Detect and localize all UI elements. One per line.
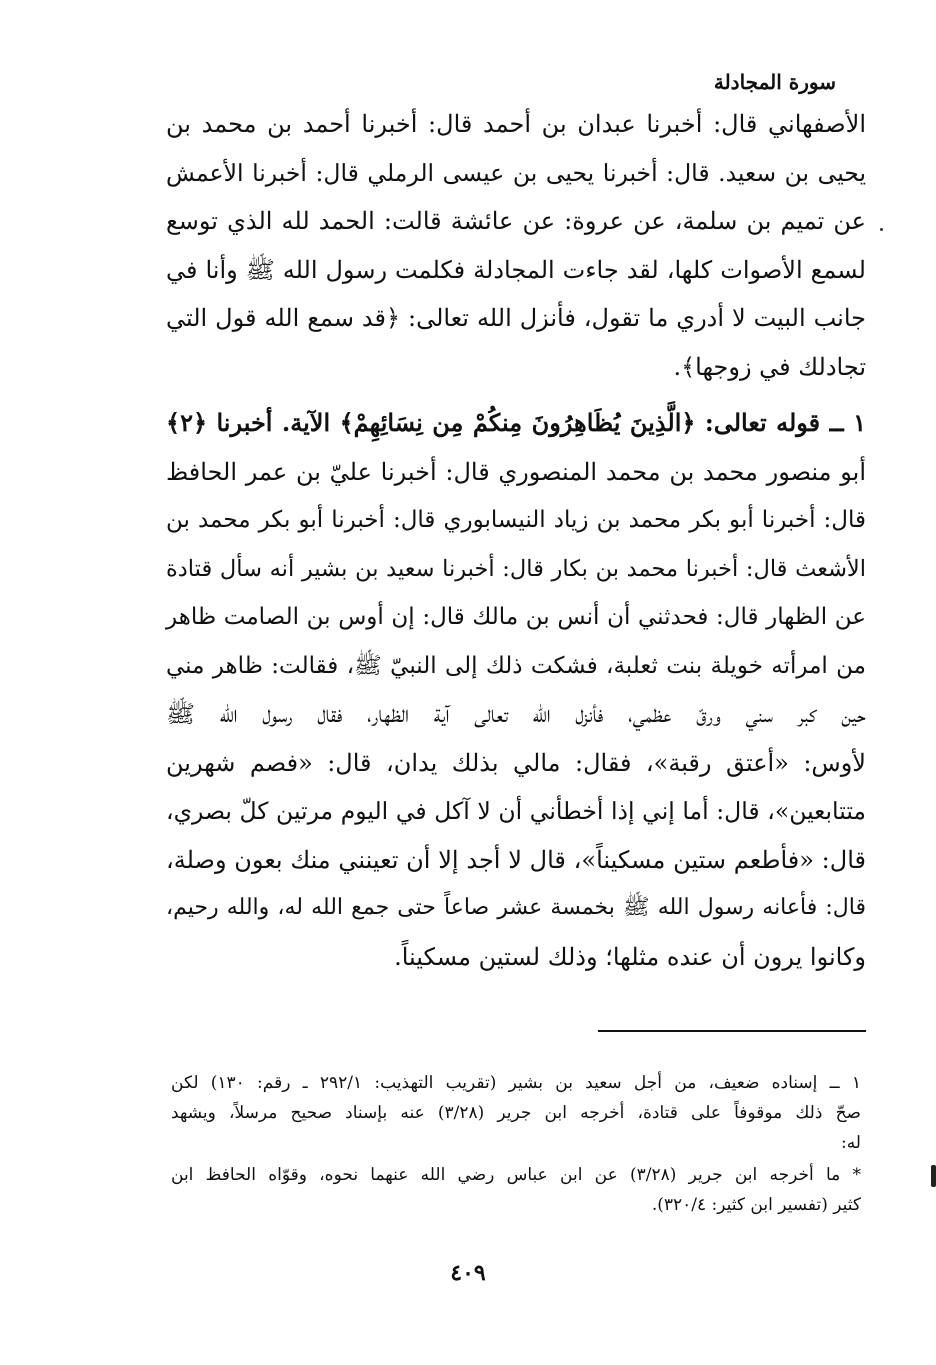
footnote-line: كثير (تفسير ابن كثير: ٣٢٠/٤).	[651, 1195, 861, 1215]
footnote-divider	[598, 1030, 866, 1032]
text-line: قال: أخبرنا أبو بكر محمد بن زياد النيسابوري قال: أخبرنا أبو بكر محمد بن	[166, 507, 866, 533]
text-line: جانب البيت لا أدري ما تقول، فأنزل الله تعالى: ﴿قد سمع الله قول التي	[166, 304, 866, 332]
footnotes	[171, 1068, 861, 1220]
text-line: متتابعين»، قال: أما إني إذا أخطأني أن لا آكل في اليوم مرتين كلّ بصري،	[166, 797, 866, 825]
text-line: حين كبر سني ورقّ عظمي، فأنزل الله تعالى آية الظهار، فقال رسول الله ﷺ	[166, 700, 866, 728]
scan-edge-mark	[931, 1165, 936, 1187]
text-line: تجادلك في زوجها﴾.	[673, 352, 866, 381]
text-line: من امرأته خويلة بنت ثعلبة، فشكت ذلك إلى النبيّ ﷺ، فقالت: ظاهر مني	[166, 652, 866, 679]
text-line: وكانوا يرون أن عنده مثلها؛ وذلك لستين مسكيناً.	[394, 942, 866, 971]
text-line: لأوس: «أعتق رقبة»، فقال: مالي بذلك يدان، قال: «فصم شهرين	[166, 748, 866, 777]
footnote-line: * ما أخرجه ابن جرير (٣/٢٨) عن ابن عباس رضي الله عنهما نحوه، وقوّاه الحافظ ابن	[171, 1165, 861, 1185]
text-line: لسمع الأصوات كلها، لقد جاءت المجادلة فكلمت رسول الله ﷺ وأنا في	[166, 255, 866, 284]
text-line: أبو منصور محمد بن محمد المنصوري قال: أخبرنا عليّ بن عمر الحافظ	[166, 457, 866, 486]
section-heading-line: ١ ــ قوله تعالى: ﴿الَّذِينَ يُظَاهِرُونَ مِنكُمْ مِن نِسَائِهِمْ﴾ الآية. أخبرنا ﴿٢﴾	[166, 408, 866, 437]
section-gap	[166, 391, 866, 399]
footnote-line: ١ ــ إسناده ضعيف، من أجل سعيد بن بشير (تقريب التهذيب: ٢٩٢/١ ـ رقم: ١٣٠) لكن	[171, 1073, 861, 1093]
text-line: عن تميم بن سلمة، عن عروة: عن عائشة قالت: الحمد لله الذي توسع	[166, 207, 866, 235]
page-number: ٤٠٩	[450, 1260, 486, 1286]
scan-speck	[880, 228, 883, 231]
footnote-line: له:	[840, 1133, 861, 1153]
text-line: الأشعث قال: أخبرنا محمد بن بكار قال: أخبرنا سعيد بن بشير أنه سأل قتادة	[166, 555, 866, 582]
text-line: الأصفهاني قال: أخبرنا عبدان بن أحمد قال: أخبرنا أحمد بن محمد بن	[166, 110, 866, 138]
text-line: قال: فأعانه رسول الله ﷺ بخمسة عشر صاعاً حتى جمع الله له، والله رحيم،	[166, 895, 866, 920]
text-line: عن الظهار قال: فحدثني أن أنس بن مالك قال: إن أوس بن الصامت ظاهر	[166, 604, 866, 630]
footnote-line: صحّ ذلك موقوفاً على قتادة، أخرجه ابن جرير (٣/٢٨) عنه بإسناد صحيح مرسلاً، ويشهد	[171, 1103, 861, 1123]
text-line: يحيى بن سعيد. قال: أخبرنا يحيى بن عيسى الرملي قال: أخبرنا الأعمش	[166, 158, 866, 187]
running-head: سورة المجادلة	[713, 70, 836, 94]
text-line: قال: «فأطعم ستين مسكيناً»، قال لا أجد إلا أن تعينني منك بعون وصلة،	[166, 845, 866, 874]
main-text	[166, 100, 866, 981]
